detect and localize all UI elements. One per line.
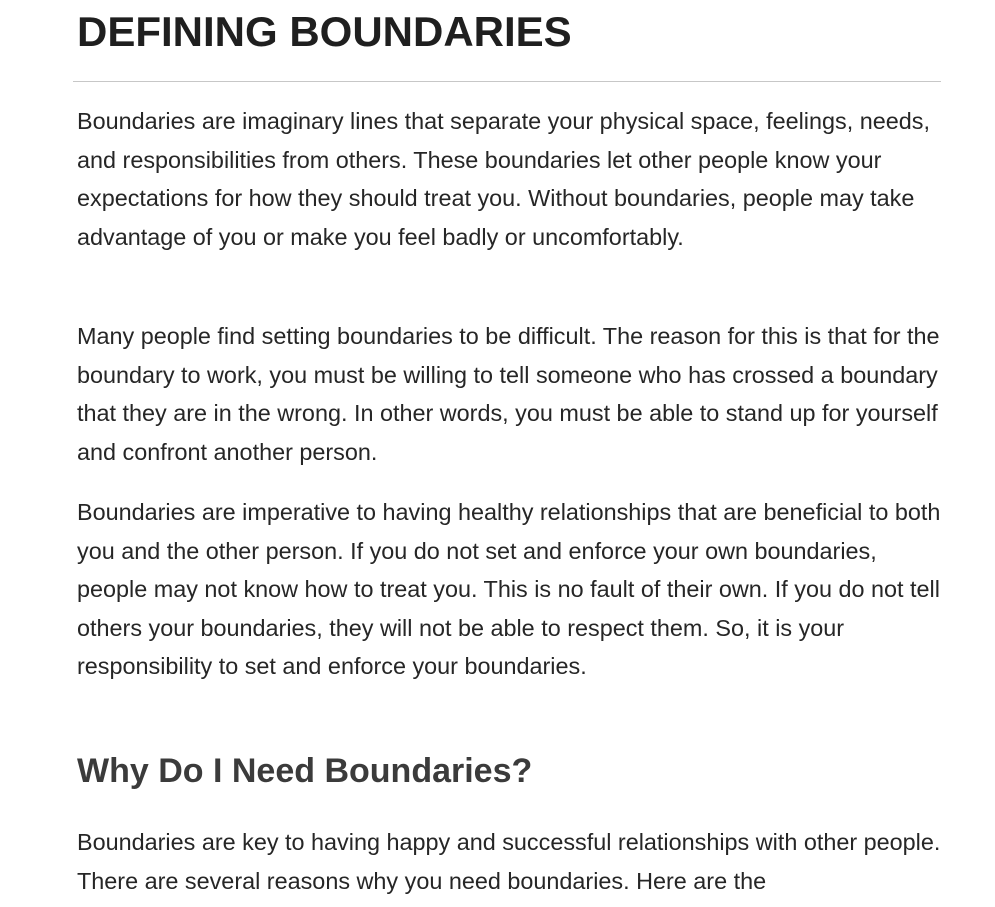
section-paragraph: Boundaries are key to having happy and successful relationships with other people. There are several reasons why you need boundaries. Here are the	[77, 829, 941, 894]
section-heading: Why Do I Need Boundaries?	[77, 752, 533, 790]
body-paragraph: Many people find setting boundaries to be difficult. The reason for this is that for the boundary to work, you must be willing to tell someone who has crossed a boundary that they are in the wrong. In other words, you must be able to stand up for yourself and confront another person.	[77, 323, 940, 465]
title-divider	[73, 81, 941, 82]
body-paragraph: Boundaries are imperative to having healthy relationships that are beneficial to both you and the other person. If you do not set and enforce your own boundaries, people may not know how to treat you. This is no fault of their own. If you do not tell others your boundaries, they will not be able to respect them. So, it is your responsibility to set and enforce your boundaries.	[77, 499, 941, 680]
body-paragraph: Boundaries are imaginary lines that separate your physical space, feelings, needs, and responsibilities from others. These boundaries let other people know your expectations for how they should treat you. Without boundaries, people may take advantage of you or make you feel badly or uncomfortably.	[77, 108, 930, 250]
page-title: DEFINING BOUNDARIES	[77, 8, 572, 55]
